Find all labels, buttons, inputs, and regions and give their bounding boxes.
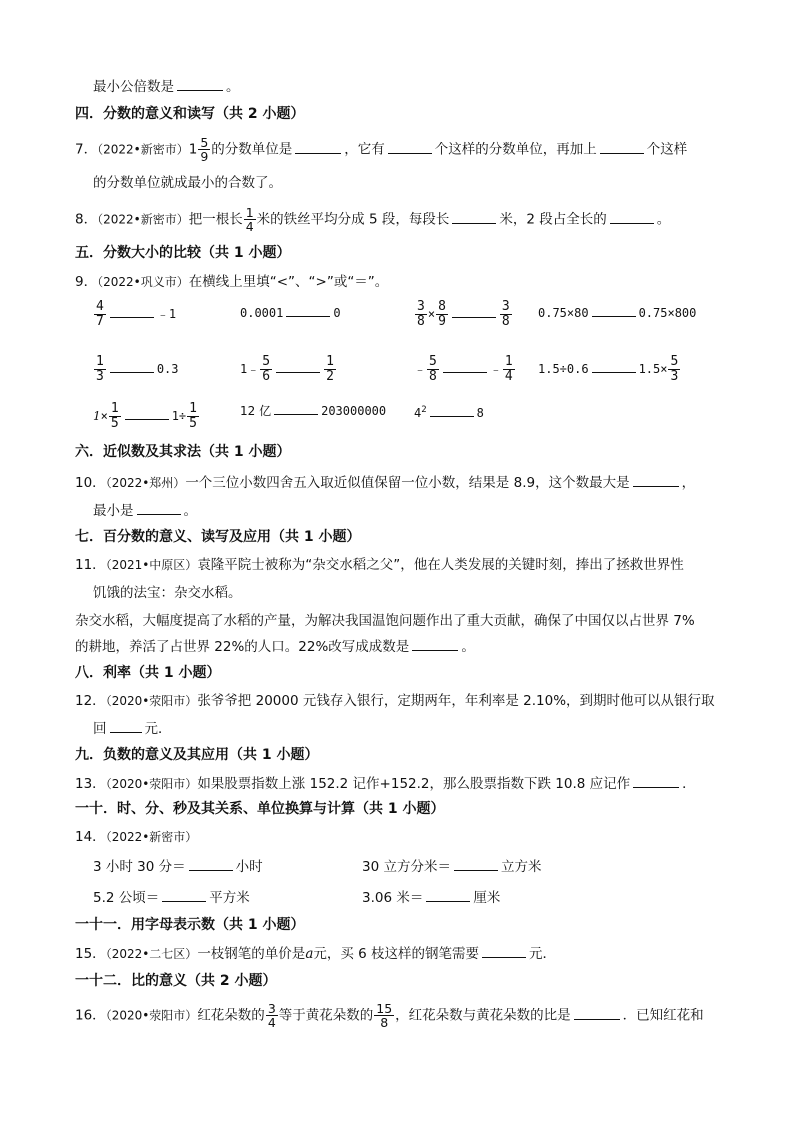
question-11: 11．（2021•中原区）袁隆平院士被称为“杂交水稻之父”，他在人类发展的关键时刻，捧出了拯救世界性 [75,557,684,573]
compare-item: 12 亿 203000000 [240,400,386,421]
answer-blank[interactable] [452,209,496,224]
conversion-item: 5.2 公顷＝ 平方米 [93,887,250,908]
question-8: 8．（2022•新密市）把一根长 $\frac{1}{4}$ 米的铁丝平均分成 5 段，每段长 米，2 段占全长的 。 [75,205,671,234]
compare-item: 1.5÷0.6 1.5× $\frac{5}{3}$ [538,354,679,384]
answer-blank[interactable] [177,76,223,91]
section-heading: 一十一．用字母表示数（共 1 小题） [75,917,305,933]
answer-blank[interactable] [110,358,154,373]
question-9: 9．（2022•巩义市）在横线上里填“<”、“>”或“＝”。 [75,274,389,290]
section-heading: 四．分数的意义和读写（共 2 小题） [75,106,305,122]
answer-blank[interactable] [110,718,142,733]
question-15: 15．（2022•二七区）一枝钢笔的单价是a元，买 6 枝这样的钢笔需要 元． [75,943,556,964]
top-line: 最小公倍数是 。 [93,76,240,97]
answer-blank[interactable] [276,358,320,373]
answer-blank[interactable] [430,402,474,417]
section-heading: 八．利率（共 1 小题） [75,665,221,681]
compare-item: $\frac{3}{8}$ × $\frac{8}{9}$ $\frac{3}{8}$ [417,299,510,329]
question-10: 10．（2022•郑州）一个三位小数四舍五入取近似值保留一位小数，结果是 8.9，这个数最大是 ， [75,472,695,493]
answer-blank[interactable] [137,500,181,515]
question-14: 14．（2022•新密市） [75,829,198,845]
question-16: 16．（2020•荥阳市）红花朵数的 $\frac{3}{4}$ 等于黄花朵数的 $\frac{15}{8}$ ，红花朵数与黄花朵数的比是 ．已知红花和 [75,1001,704,1030]
answer-blank[interactable] [600,139,644,154]
question-7: 7．（2022•新密市）1 $\frac{5}{9}$ 的分数单位是 ，它有 个这样的分数单位，再加上 个这样 [75,135,688,164]
compare-item: 0.75×80 0.75×800 [538,302,696,323]
conversion-item: 3 小时 30 分＝ 小时 [93,856,263,877]
section-heading: 九．负数的意义及其应用（共 1 小题） [75,747,319,763]
question-13: 13．（2020•荥阳市）如果股票指数上涨 152.2 记作+152.2，那么股票指数下跌 10.8 应记作 ． [75,773,696,794]
answer-blank[interactable] [592,358,636,373]
answer-blank[interactable] [633,472,679,487]
question-11-para: 杂交水稻，大幅度提高了水稻的产量，为解决我国温饱问题作出了重大贡献，确保了中国仅以占世界 7% [75,613,695,629]
fraction: $\frac{15}{8}$ [376,1001,393,1030]
answer-blank[interactable] [610,209,654,224]
compare-item: 1× $\frac{1}{5}$ 1÷ $\frac{1}{5}$ [93,401,197,431]
answer-blank[interactable] [125,405,169,420]
question-11-para-2: 的耕地，养活了占世界 22%的人口。22%改写成成数是 。 [75,636,475,657]
compare-item: 0.0001 0 [240,302,341,323]
answer-blank[interactable] [388,139,432,154]
answer-blank[interactable] [633,773,679,788]
answer-blank[interactable] [295,139,341,154]
section-heading: 一十二．比的意义（共 2 小题） [75,973,277,989]
compare-item: $\frac{1}{3}$ 0.3 [96,354,179,384]
fraction: $\frac{5}{9}$ [200,135,209,164]
answer-blank[interactable] [286,302,330,317]
answer-blank[interactable] [426,887,470,902]
conversion-item: 30 立方分米＝ 立方米 [362,856,541,877]
compare-item: 1﹣ $\frac{5}{6}$ $\frac{1}{2}$ [240,354,334,384]
answer-blank[interactable] [162,887,206,902]
fraction: $\frac{3}{4}$ [267,1001,276,1030]
question-10-line-2: 最小是 。 [93,500,197,521]
answer-blank[interactable] [574,1005,620,1020]
compare-item: $4^2$ 8 [414,400,484,423]
answer-blank[interactable] [482,943,526,958]
section-heading: 七．百分数的意义、读写及应用（共 1 小题） [75,529,361,545]
question-12: 12．（2020•荥阳市）张爷爷把 20000 元钱存入银行，定期两年，年利率是 2.10%，到期时他可以从银行取 [75,693,715,709]
compare-item: ﹣ $\frac{5}{8}$ ﹣ $\frac{1}{4}$ [414,354,513,384]
answer-blank[interactable] [189,856,233,871]
question-12-line-2: 回 元． [93,718,172,739]
answer-blank[interactable] [110,303,154,318]
conversion-item: 3.06 米＝ 厘米 [362,887,500,908]
answer-blank[interactable] [454,856,498,871]
fraction: $\frac{1}{4}$ [245,205,254,234]
question-11-line-2: 饥饿的法宝：杂交水稻。 [93,585,242,601]
question-7-line-2: 的分数单位就成最小的合数了。 [93,175,282,191]
answer-blank[interactable] [412,636,458,651]
section-heading: 一十．时、分、秒及其关系、单位换算与计算（共 1 小题） [75,801,445,817]
answer-blank[interactable] [592,302,636,317]
section-heading: 五．分数大小的比较（共 1 小题） [75,245,291,261]
compare-item: $\frac{4}{7}$ ﹣1 [96,299,177,329]
answer-blank[interactable] [443,358,487,373]
answer-blank[interactable] [452,303,496,318]
section-heading: 六．近似数及其求法（共 1 小题） [75,444,291,460]
answer-blank[interactable] [274,400,318,415]
